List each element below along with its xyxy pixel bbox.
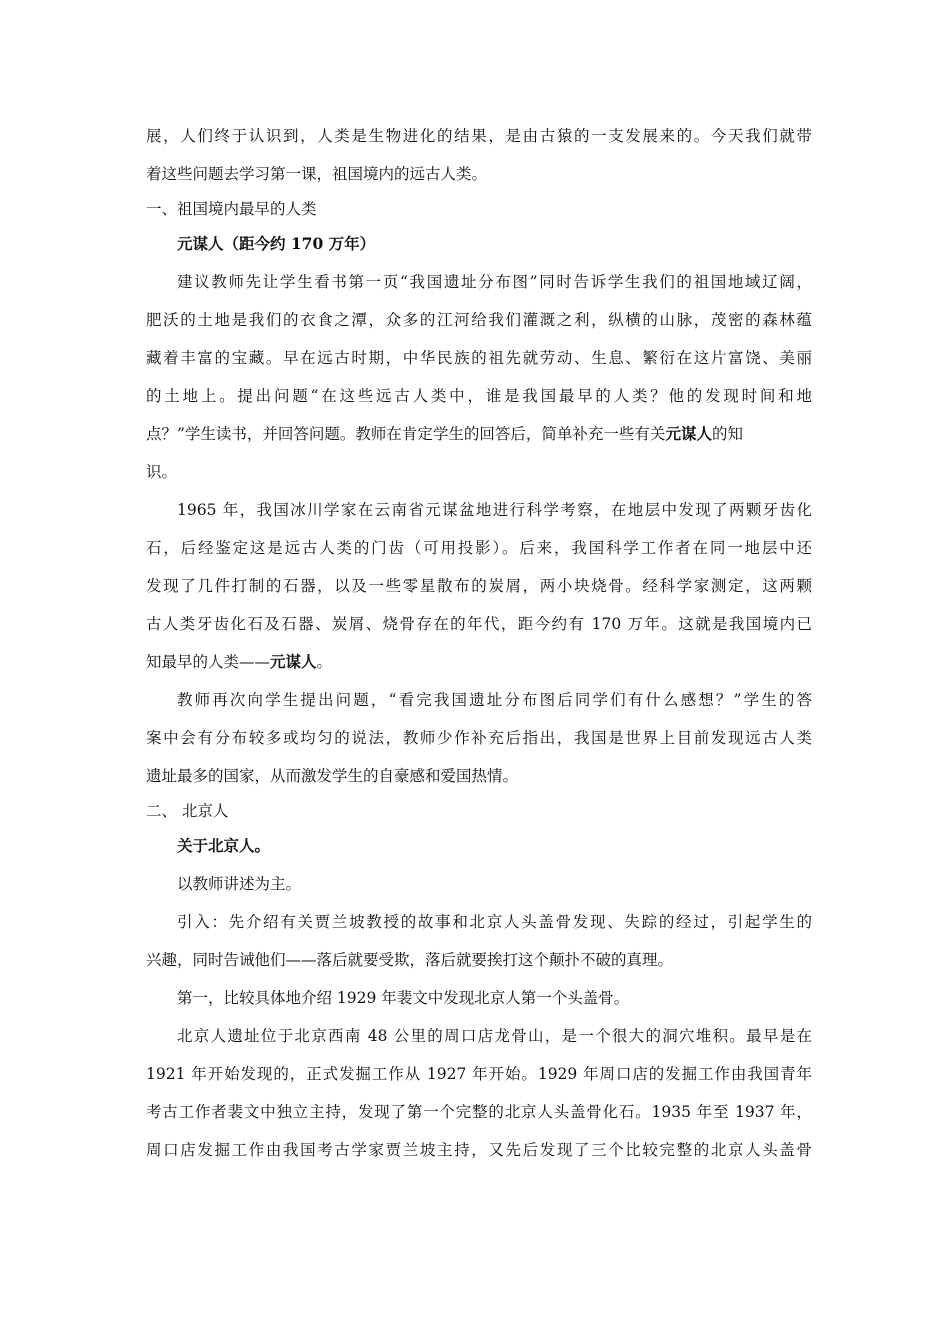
text-line: 遗址最多的国家，从而激发学生的自豪感和爱国热情。 [146, 767, 519, 785]
text-line: 兴趣，同时告诫他们——落后就要受欺，落后就要挨打这个颠扑不破的真理。 [146, 951, 674, 969]
text-line: 着这些问题去学习第一课，祖国境内的远古人类。 [146, 165, 488, 183]
text-line: 古人类牙齿化石及石器、炭屑、烧骨存在的年代，距今约有 170 万年。这就是我国境内已 [146, 615, 812, 633]
text-line: 以教师讲述为主。 [177, 875, 302, 893]
subheading: 关于北京人。 [177, 836, 271, 855]
text-line: 藏着丰富的宝藏。早在远古时期，中华民族的祖先就劳动、生息、繁衍在这片富饶、美丽 [146, 349, 812, 367]
text-line: 考古工作者裴文中独立主持，发现了第一个完整的北京人头盖骨化石。1935 年至 1937 年， [146, 1103, 812, 1121]
section-heading: 一、祖国境内最早的人类 [146, 200, 317, 218]
text-segment: 知最早的人类—— [146, 653, 271, 671]
text-line [146, 415, 812, 453]
text-column [146, 117, 812, 1169]
text-line: 肥沃的土地是我们的衣食之潭，众多的江河给我们灌溉之利，纵横的山脉，茂密的森林蕴 [146, 311, 812, 329]
bold-term: 元谋人 [270, 652, 317, 671]
section-heading: 二、 北京人 [146, 802, 229, 820]
text-line: 引入：先介绍有关贾兰坡教授的故事和北京人头盖骨发现、失踪的经过，引起学生的 [177, 913, 812, 931]
text-line: 建议教师先让学生看书第一页“我国遗址分布图”同时告诉学生我们的祖国地域辽阔， [177, 273, 812, 291]
text-segment: 。 [316, 653, 333, 671]
text-line: 发现了几件打制的石器，以及一些零星散布的炭屑，两小块烧骨。经科学家测定，这两颗 [146, 577, 812, 595]
text-line: 教师再次向学生提出问题，“看完我国遗址分布图后同学们有什么感想？”学生的答 [177, 691, 812, 709]
bold-term: 元谋人 [665, 424, 712, 443]
text-line: 第一，比较具体地介绍 1929 年裴文中发现北京人第一个头盖骨。 [177, 989, 630, 1007]
text-line [146, 643, 812, 681]
text-line: 案中会有分布较多或均匀的说法，教师少作补充后指出，我国是世界上目前发现远古人类 [146, 729, 812, 747]
subheading: 元谋人（距今约 170 万年） [177, 234, 376, 253]
text-line: 展，人们终于认识到，人类是生物进化的结果，是由古猿的一支发展来的。今天我们就带 [146, 127, 812, 145]
text-line: 1965 年，我国冰川学家在云南省元谋盆地进行科学考察，在地层中发现了两颗牙齿化 [177, 501, 812, 519]
text-line: 识。 [146, 463, 178, 481]
text-line: 的土地上。提出问题“在这些远古人类中，谁是我国最早的人类？他的发现时间和地 [146, 387, 812, 405]
text-line: 1921 年开始发现的，正式发掘工作从 1927 年开始。1929 年周口店的发掘工作由我国青年 [146, 1065, 812, 1083]
text-segment: 的知 [711, 425, 743, 443]
text-segment: 点？”学生读书，并回答问题。教师在肯定学生的回答后，简单补充一些有关 [146, 425, 666, 443]
text-line: 石，后经鉴定这是远古人类的门齿（可用投影）。后来，我国科学工作者在同一地层中还 [146, 539, 812, 557]
text-line: 北京人遗址位于北京西南 48 公里的周口店龙骨山，是一个很大的洞穴堆积。最早是在 [177, 1027, 812, 1045]
text-line: 周口店发掘工作由我国考古学家贾兰坡主持，又先后发现了三个比较完整的北京人头盖骨 [146, 1141, 812, 1159]
